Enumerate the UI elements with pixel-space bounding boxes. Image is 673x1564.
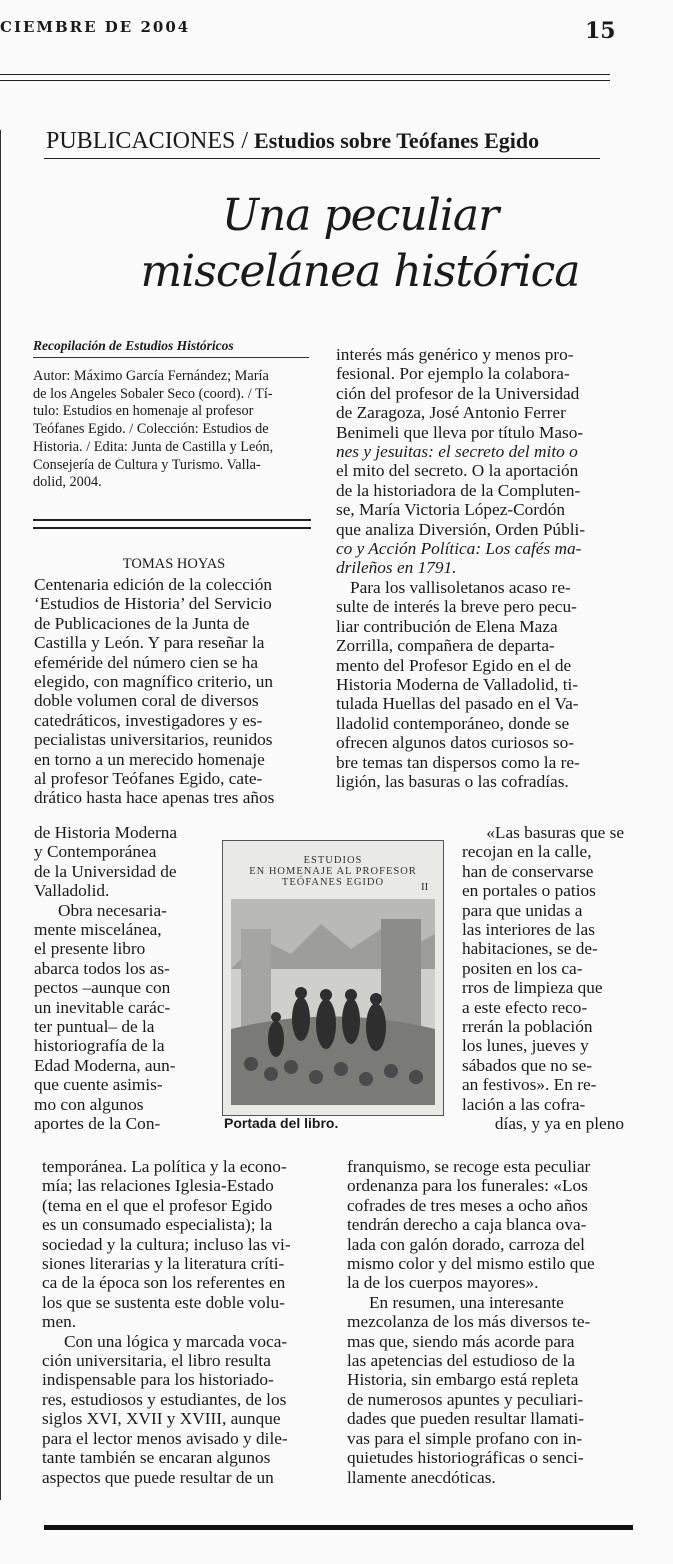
body-line: ción universitaria, el libro resulta (42, 1351, 271, 1371)
body-line: co y Acción Política: Los cafés ma- (336, 539, 582, 559)
body-line: drático hasta hace apenas tres años (34, 788, 275, 808)
body-line: aspectos que puede resultar de un (42, 1467, 274, 1487)
body-line: es un consumado especialista); la (42, 1215, 273, 1235)
body-line: el mito del secreto. O la aportación (336, 461, 579, 481)
body-line: mento del Profesor Egido en el de (336, 655, 572, 675)
book-info-line: Teófanes Egido. / Colección: Estudios de (33, 421, 269, 438)
body-line: vas para el simple profano con in- (347, 1428, 583, 1448)
body-line: y Contemporánea (34, 842, 157, 862)
body-line: sulte de interés la breve pero pecu- (336, 597, 577, 617)
body-line: cofrades de tres meses a ocho años (347, 1195, 588, 1215)
body-line: Para los vallisoletanos acaso re- (350, 577, 571, 597)
left-column-top (34, 575, 317, 808)
body-line: nes y jesuitas: el secreto del mito o (336, 442, 578, 462)
section-subject: Estudios sobre Teófanes Egido (254, 128, 540, 153)
right-column-narrow (462, 823, 624, 1134)
left-column-narrow (34, 823, 202, 1134)
body-line: indispensable para los historiado- (42, 1370, 274, 1390)
body-line: de numerosos apuntes y peculiari- (347, 1389, 584, 1409)
body-line: un inevitable carác- (34, 997, 171, 1017)
body-line: aportes de la Con- (34, 1114, 161, 1134)
body-line: drileños en 1791. (336, 558, 457, 578)
body-line: elegido, con magnífico criterio, un (34, 672, 273, 692)
book-info-line: tulo: Estudios en homenaje al profesor (33, 403, 254, 420)
body-line: en portales o patios (462, 881, 596, 901)
cover-title-line: EN HOMENAJE AL PROFESOR (249, 866, 417, 877)
info-double-rule (33, 519, 311, 529)
body-line: historiografía de la (34, 1036, 165, 1056)
body-line: Historia Moderna de Valladolid, ti- (336, 674, 579, 694)
section-category: PUBLICACIONES / (46, 128, 249, 154)
body-line: el presente libro (34, 939, 146, 959)
article-title (60, 188, 660, 300)
body-line: las apetencias del estudioso de la (347, 1351, 575, 1371)
body-line: mezcolanza de los más diversos te- (347, 1312, 591, 1332)
body-line: Centenaria edición de la colección (34, 575, 272, 594)
body-line: mía; las relaciones Iglesia-Estado (42, 1176, 274, 1196)
body-line: han de conservarse (462, 861, 594, 881)
body-line: an festivos». En re- (462, 1075, 597, 1095)
section-heading (46, 128, 598, 155)
body-line: Benimeli que lleva por título Maso- (336, 422, 584, 442)
figure-caption: Portada del libro. (224, 1115, 339, 1131)
body-line: doble volumen coral de diversos (34, 691, 259, 711)
body-line: llamente anecdóticas. (347, 1467, 496, 1487)
body-line: tante también se encaran algunos (42, 1448, 271, 1468)
body-line: rrerán la población (462, 1017, 593, 1037)
body-line: pectos –aunque con (34, 978, 171, 998)
book-info-line: Consejería de Cultura y Turismo. Valla- (33, 456, 261, 473)
body-line: mo con algunos (34, 1094, 144, 1114)
body-line: res, estudiosos y estudiantes, de los (42, 1389, 287, 1409)
body-line: quietudes historiográficas o senci- (347, 1448, 584, 1468)
body-line: ofrecen algunos datos curiosos so- (336, 733, 575, 753)
body-line: Edad Moderna, aun- (34, 1055, 176, 1075)
body-line: los que se sustenta este doble volu- (42, 1292, 285, 1312)
book-info-line: de los Angeles Sobaler Seco (coord). / Tí- (33, 385, 273, 402)
body-line: fesional. Por ejemplo la colabora- (336, 364, 570, 384)
body-line: que analiza Diversión, Orden Públi- (336, 519, 586, 539)
byline: TOMAS HOYAS (122, 556, 226, 572)
body-line: franquismo, se recoge esta peculiar (347, 1157, 591, 1176)
body-line: al profesor Teófanes Egido, cate- (34, 769, 263, 789)
body-line: pecialistas universitarios, reunidos (34, 730, 273, 750)
body-line: interés más genérico y menos pro- (336, 345, 574, 364)
body-line: días, y ya en pleno (494, 1114, 624, 1134)
body-line: ca de la época son los referentes en (42, 1273, 286, 1293)
book-info-line: Historia. / Edita: Junta de Castilla y León, (33, 438, 274, 455)
body-line: Obra necesaria- (58, 900, 167, 920)
body-line: abarca todos los as- (34, 958, 170, 978)
book-info-line: dolid, 2004. (33, 474, 102, 491)
body-line: Castilla y León. Y para reseñar la (34, 633, 265, 653)
right-column-top (336, 345, 619, 791)
body-line: los lunes, jueves y (462, 1036, 589, 1056)
body-line: se, María Victoria López-Cordón (336, 500, 565, 520)
body-line: Valladolid. (34, 881, 110, 901)
body-line: de Publicaciones de la Junta de (34, 613, 250, 633)
page-bottom-rule (44, 1525, 633, 1530)
body-line: para el lector menos avisado y dile- (42, 1428, 288, 1448)
body-line: mente miscelánea, (34, 920, 162, 940)
body-line: temporánea. La política y la econo- (42, 1157, 287, 1176)
body-line: tendrán derecho a caja blanca ova- (347, 1215, 587, 1235)
book-info-heading: Recopilación de Estudios Históricos (33, 338, 309, 358)
body-line: ligión, las basuras o las cofradías. (336, 771, 569, 791)
body-line: men. (42, 1312, 77, 1332)
issue-date: CIEMBRE DE 2004 (0, 18, 191, 36)
body-line: liar contribución de Elena Maza (336, 616, 558, 636)
body-line: lación a las cofra- (462, 1094, 586, 1114)
body-line: a este efecto reco- (462, 997, 588, 1017)
book-cover-image (222, 840, 444, 1116)
cover-title-line: TEÓFANES EGIDO (281, 877, 385, 888)
body-line: catedráticos, investigadores y es- (34, 710, 263, 730)
body-line: efeméride del número cien se ha (34, 652, 259, 672)
title-line-1: Una peculiar (221, 190, 499, 241)
body-line: ordenanza para los funerales: «Los (347, 1176, 588, 1196)
body-line: que cuente asimis- (34, 1075, 163, 1095)
body-line: ción del profesor de la Universidad (336, 383, 580, 403)
page-number: 15 (585, 18, 616, 44)
section-rule (44, 158, 600, 159)
right-column-bottom (347, 1157, 627, 1487)
column-divider (0, 130, 1, 1500)
body-line: sábados que no se- (462, 1055, 593, 1075)
book-info-line: Autor: Máximo García Fernández; María (33, 368, 269, 384)
body-line: Historia, sin embargo está repleta (347, 1370, 579, 1390)
cover-title-line: ESTUDIOS (303, 855, 363, 866)
body-line: bre temas tan dispersos como la re- (336, 752, 580, 772)
body-line: tulada Huellas del pasado en el Va- (336, 694, 579, 714)
body-line: para que unidas a (462, 900, 583, 920)
body-line: siglos XVI, XVII y XVIII, aunque (42, 1409, 281, 1429)
body-line: (tema en el que el profesor Egido (42, 1195, 273, 1215)
body-line: la de los cuerpos mayores». (347, 1273, 539, 1293)
body-line: rros de limpieza que (462, 978, 603, 998)
body-line: ‘Estudios de Historia’ del Servicio (34, 594, 272, 614)
body-line: En resumen, una interesante (369, 1292, 564, 1312)
cover-engraving-illustration (231, 899, 435, 1105)
header-rule-top (0, 74, 610, 75)
body-line: lada con galón dorado, carroza del (347, 1234, 585, 1254)
body-line: ter puntual– de la (34, 1017, 155, 1037)
body-line: positen en los ca- (462, 958, 583, 978)
body-line: de Historia Moderna (34, 823, 178, 842)
body-line: de Zaragoza, José Antonio Ferrer (336, 403, 566, 423)
body-line: habitaciones, se de- (462, 939, 598, 959)
body-line: «Las basuras que se (486, 823, 624, 842)
body-line: de la Universidad de (34, 861, 177, 881)
cover-title (223, 841, 443, 888)
body-line: mas que, siendo más acorde para (347, 1331, 575, 1351)
body-line: mismo color y del mismo estilo que (347, 1254, 595, 1274)
title-line-2: miscelánea histórica (140, 246, 580, 297)
body-line: Con una lógica y marcada voca- (64, 1331, 288, 1351)
body-line: Zorrilla, compañera de departa- (336, 636, 555, 656)
body-line: en torno a un merecido homenaje (34, 749, 265, 769)
body-line: las interiores de las (462, 920, 595, 940)
cover-volume-number: II (421, 881, 429, 893)
body-line: dades que pueden resultar llamati- (347, 1409, 585, 1429)
body-line: siones literarias y la literatura críti- (42, 1254, 285, 1274)
body-line: sociedad y la cultura; incluso las vi- (42, 1234, 291, 1254)
body-line: recojan en la calle, (462, 842, 592, 862)
header-rule-bottom (0, 80, 610, 81)
body-line: de la historiadora de la Compluten- (336, 480, 581, 500)
book-info-text (33, 368, 309, 492)
body-line: lladolid contemporáneo, donde se (336, 713, 570, 733)
left-column-bottom (42, 1157, 321, 1487)
